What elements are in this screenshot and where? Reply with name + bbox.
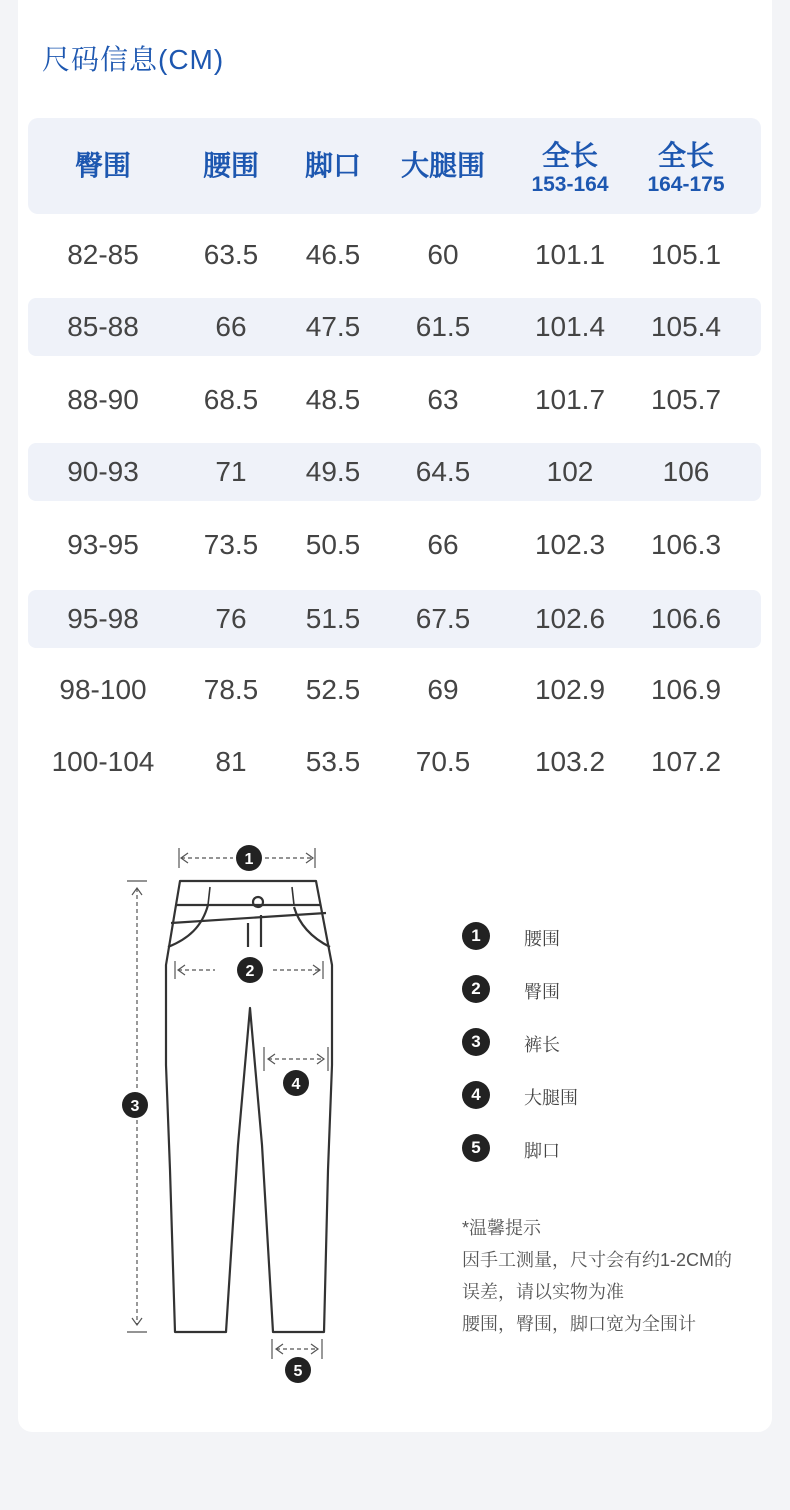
header-hem: 脚口 bbox=[304, 150, 361, 181]
table-row: 93-95 73.5 50.5 66 102.3 106.3 bbox=[67, 529, 722, 560]
tip-line: 因手工测量，尺寸会有约1-2CM的 bbox=[462, 1250, 733, 1270]
table-row: 98-100 78.5 52.5 69 102.9 106.9 bbox=[59, 674, 722, 705]
page-title: 尺码信息(CM) bbox=[42, 44, 225, 75]
svg-text:5: 5 bbox=[293, 1363, 303, 1380]
marker-length bbox=[122, 1092, 148, 1118]
svg-text:1: 1 bbox=[244, 851, 254, 868]
number-badge: 2 bbox=[462, 975, 490, 1003]
table-row: 82-85 63.5 46.5 60 101.1 105.1 bbox=[67, 239, 722, 270]
number-badge: 4 bbox=[462, 1081, 490, 1109]
table-row: 90-93 71 49.5 64.5 102 106 bbox=[28, 443, 761, 501]
number-badge: 5 bbox=[462, 1134, 490, 1162]
header-waist: 腰围 bbox=[202, 150, 259, 181]
header-length-short: 全长 153-164 bbox=[531, 140, 609, 196]
tip-line: 腰围，臀围，脚口宽为全围计 bbox=[462, 1314, 696, 1334]
marker-hip bbox=[237, 957, 263, 983]
table-row: 85-88 66 47.5 61.5 101.4 105.4 bbox=[28, 298, 761, 356]
table-header bbox=[28, 118, 761, 214]
svg-text:4: 4 bbox=[291, 1076, 301, 1093]
table-row: 95-98 76 51.5 67.5 102.6 106.6 bbox=[28, 590, 761, 648]
marker-waist bbox=[236, 845, 262, 871]
table-row: 88-90 68.5 48.5 63 101.7 105.7 bbox=[67, 384, 722, 415]
trousers-outline bbox=[166, 881, 332, 1332]
header-hip: 臀围 bbox=[74, 150, 131, 181]
number-badge: 3 bbox=[462, 1028, 490, 1056]
svg-text:2: 2 bbox=[245, 963, 255, 980]
number-badge: 1 bbox=[462, 922, 490, 950]
header-length-tall: 全长 164-175 bbox=[647, 140, 725, 196]
marker-hem bbox=[285, 1357, 311, 1383]
page-footer-band bbox=[0, 1432, 790, 1510]
tip-heading: *温馨提示 bbox=[462, 1218, 542, 1238]
header-thigh: 大腿围 bbox=[400, 150, 485, 181]
trousers-diagram bbox=[110, 835, 350, 1395]
measurement-ticks bbox=[127, 848, 328, 1359]
svg-text:3: 3 bbox=[130, 1098, 140, 1115]
tip-line: 误差，请以实物为准 bbox=[462, 1282, 624, 1302]
table-row: 100-104 81 53.5 70.5 103.2 107.2 bbox=[51, 746, 722, 777]
marker-thigh bbox=[283, 1070, 309, 1096]
